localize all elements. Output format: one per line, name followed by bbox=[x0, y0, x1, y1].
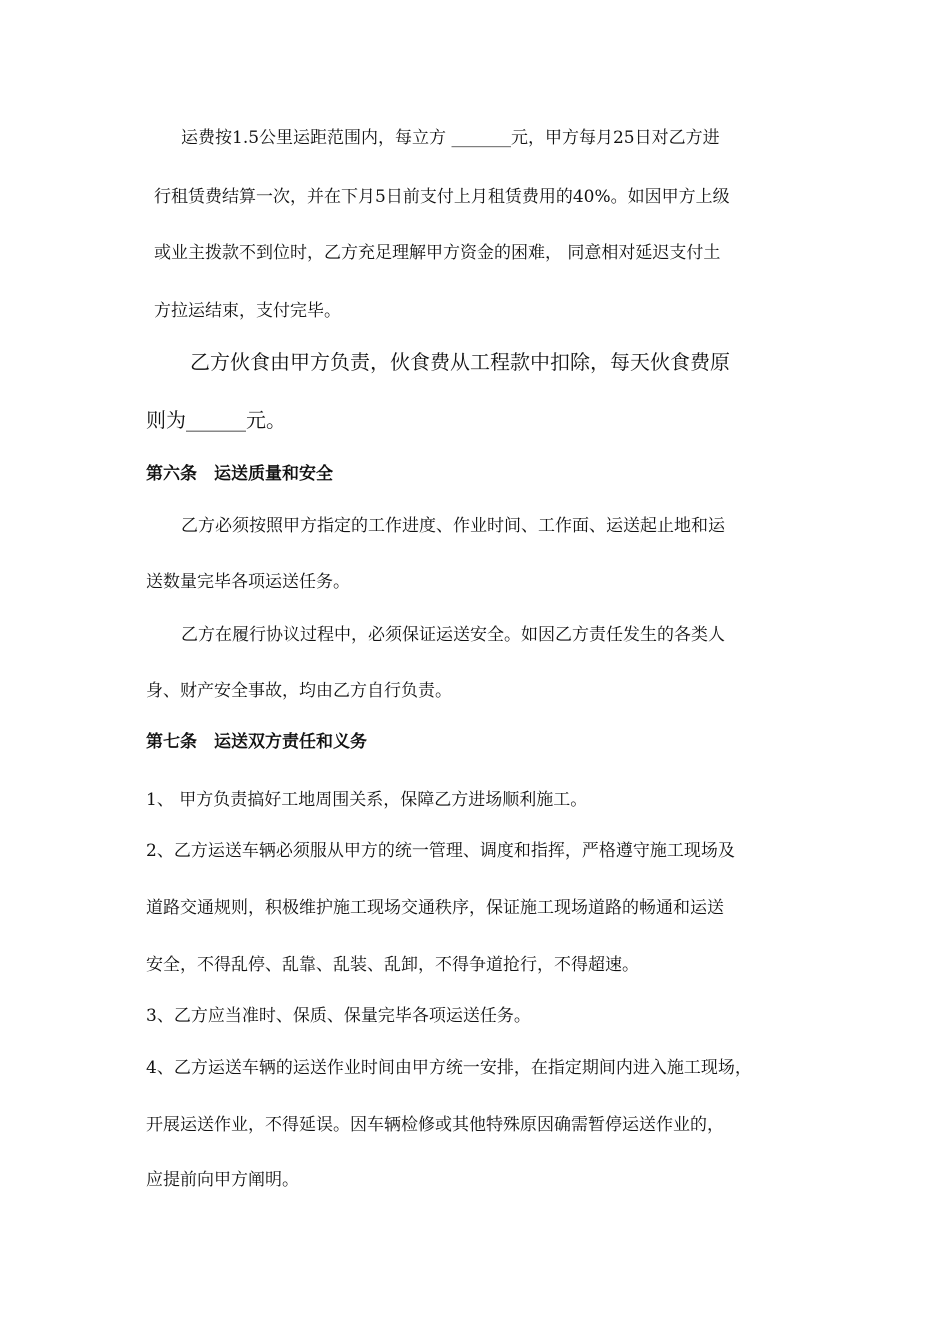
paragraph-line: 身、财产安全事故，均由乙方自行负责。 bbox=[146, 681, 452, 701]
paragraph-line: 开展运送作业，不得延误。因车辆检修或其他特殊原因确需暂停运送作业的， bbox=[146, 1115, 724, 1135]
paragraph-line: 安全，不得乱停、乱靠、乱装、乱卸，不得争道抢行，不得超速。 bbox=[146, 955, 639, 975]
list-item: 2、乙方运送车辆必须服从甲方的统一管理、调度和指挥，严格遵守施工现场及 bbox=[146, 841, 735, 861]
list-item: 4、乙方运送车辆的运送作业时间由甲方统一安排，在指定期间内进入施工现场， bbox=[146, 1058, 752, 1078]
list-item: 1、 甲方负责搞好工地周围关系，保障乙方进场顺利施工。 bbox=[146, 790, 588, 810]
section-heading: 第七条 运送双方责任和义务 bbox=[146, 732, 367, 752]
paragraph-line: 运费按1.5公里运距范围内，每立方 _______元，甲方每月25日对乙方进 bbox=[181, 128, 720, 148]
paragraph-line: 应提前向甲方阐明。 bbox=[146, 1170, 299, 1190]
paragraph-line: 或业主拨款不到位时，乙方充足理解甲方资金的困难， 同意相对延迟支付土 bbox=[154, 243, 721, 263]
paragraph-line: 方拉运结束，支付完毕。 bbox=[154, 301, 341, 321]
paragraph-line: 乙方必须按照甲方指定的工作进度、作业时间、工作面、运送起止地和运 bbox=[181, 516, 725, 536]
paragraph-line: 乙方在履行协议过程中，必须保证运送安全。如因乙方责任发生的各类人 bbox=[181, 625, 725, 645]
paragraph-line: 则为______元。 bbox=[146, 408, 286, 432]
list-item: 3、乙方应当准时、保质、保量完毕各项运送任务。 bbox=[146, 1006, 531, 1026]
paragraph-line: 送数量完毕各项运送任务。 bbox=[146, 572, 350, 592]
paragraph-line: 乙方伙食由甲方负责，伙食费从工程款中扣除，每天伙食费原 bbox=[190, 350, 730, 374]
paragraph-line: 行租赁费结算一次，并在下月5日前支付上月租赁费用的40%。如因甲方上级 bbox=[154, 187, 730, 207]
section-heading: 第六条 运送质量和安全 bbox=[146, 464, 333, 484]
paragraph-line: 道路交通规则，积极维护施工现场交通秩序，保证施工现场道路的畅通和运送 bbox=[146, 898, 724, 918]
